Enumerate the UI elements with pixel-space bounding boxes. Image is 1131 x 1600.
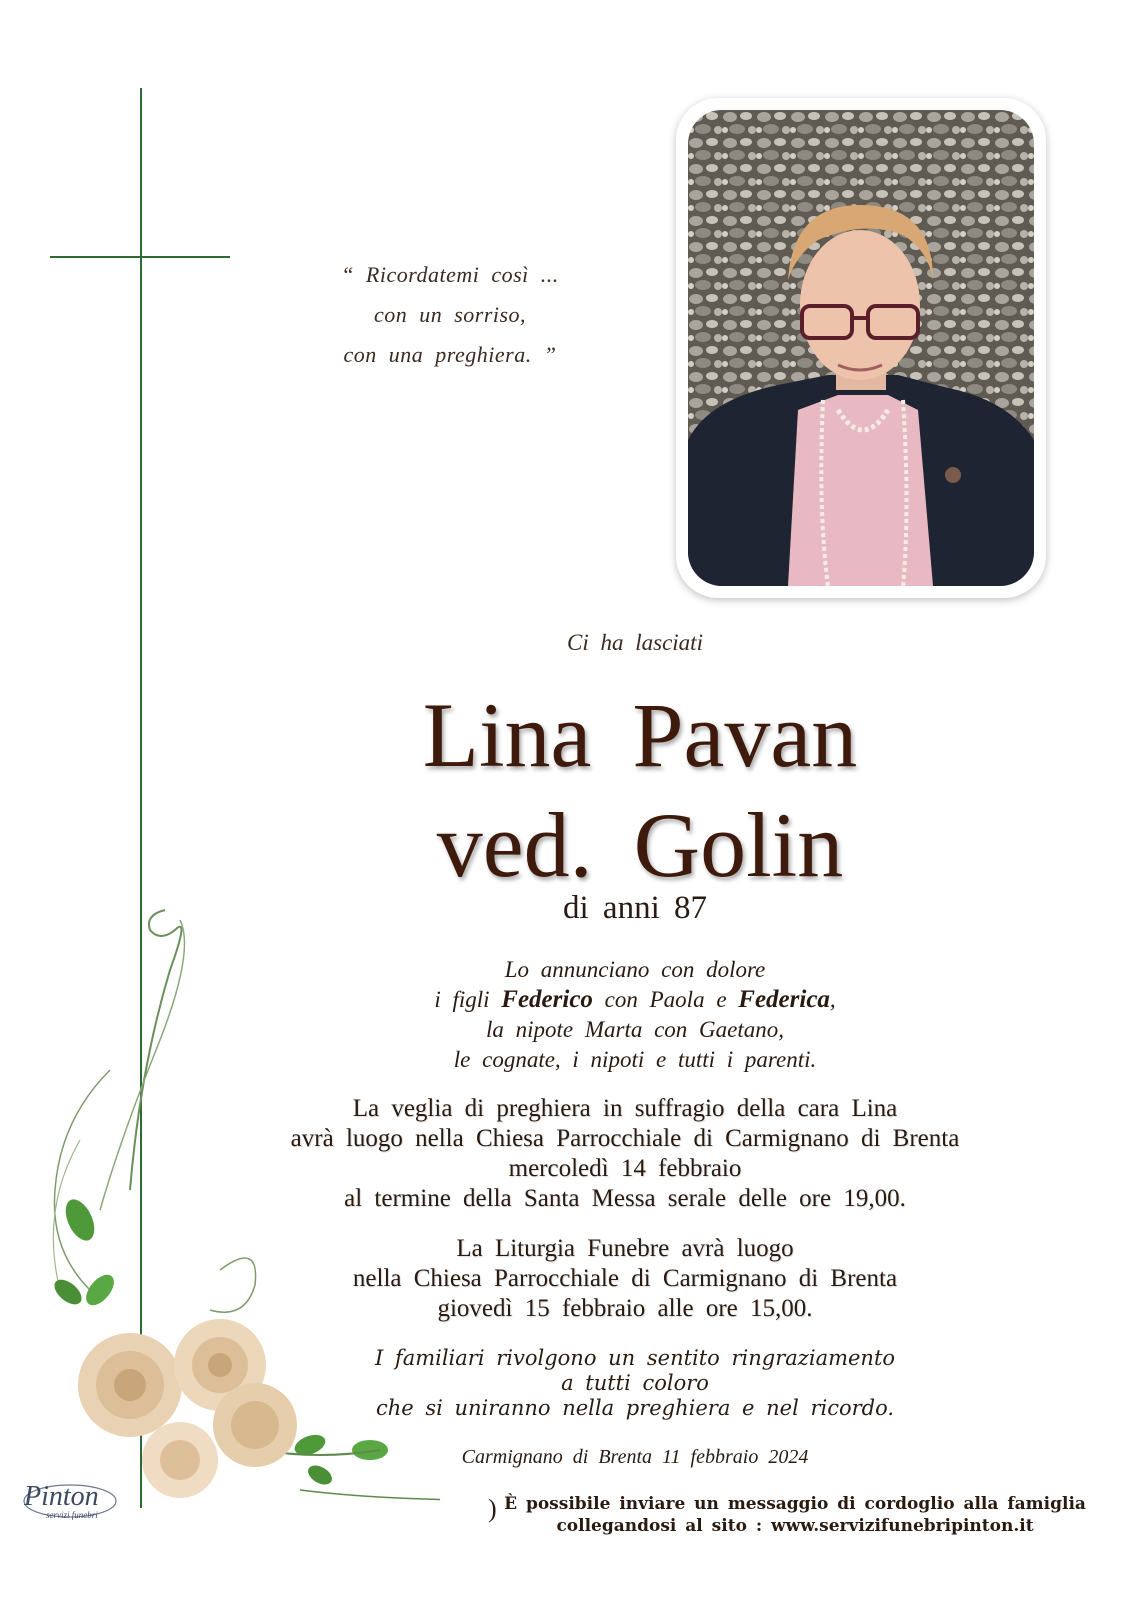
vigil-line: La veglia di preghiera in suffragio della cara Lina <box>352 1095 898 1122</box>
logo-name: Pinton <box>24 1481 99 1512</box>
vigil-line: al termine della Santa Messa serale delle ore 19,00. <box>344 1185 906 1212</box>
child-name: Federica <box>738 986 830 1013</box>
funeral-line: nella Chiesa Parrocchiale di Carmignano di Brenta <box>352 1265 898 1292</box>
deceased-name: Lina Pavan <box>422 684 858 786</box>
vigil-line: avrà luogo nella Chiesa Parrocchiale di Carmignano di Brenta <box>290 1125 960 1152</box>
footer-notice <box>500 1493 1090 1537</box>
text-fragment: , <box>829 987 836 1012</box>
quote-line: con un sorriso, <box>373 302 527 327</box>
quote-line: “ Ricordatemi così ... <box>341 262 559 287</box>
text-fragment: con Paola e <box>592 987 739 1012</box>
rose-ornament <box>20 890 440 1530</box>
text-fragment: i figli <box>434 987 502 1012</box>
vigil-line: mercoledì 14 febbraio <box>508 1155 742 1182</box>
announcement-line: la nipote Marta con Gaetano, <box>485 1017 785 1042</box>
quote-line: con una preghiera. ” <box>343 342 557 367</box>
logo-subtitle: servizi funebri <box>46 1510 98 1520</box>
child-name: Federico <box>501 986 593 1013</box>
thanks-line: a tutti coloro <box>561 1371 709 1395</box>
footer-line[interactable]: collegandosi al sito : www.servizifunebripinton.it <box>556 1516 1034 1536</box>
age: di anni 87 <box>563 890 707 926</box>
intro-text: Ci ha lasciati <box>567 630 703 655</box>
quote <box>300 255 600 375</box>
portrait-frame <box>676 98 1046 598</box>
footer-line: È possibile inviare un messaggio di cordoglio alla famiglia <box>504 1494 1086 1514</box>
announcement-line: le cognate, i nipoti e tutti i parenti. <box>453 1047 817 1072</box>
cross-horizontal-bar <box>50 256 230 258</box>
announcement-line: Lo annunciano con dolore <box>504 957 766 982</box>
thanks-line: che si uniranno nella preghiera e nel ricordo. <box>375 1396 895 1420</box>
funeral-line: La Liturgia Funebre avrà luogo <box>456 1235 794 1262</box>
bracket-ornament: ) <box>488 1494 497 1523</box>
thanks-line: I familiari rivolgono un sentito ringraziamento <box>374 1346 896 1370</box>
funeral-line: giovedì 15 febbraio alle ore 15,00. <box>437 1295 813 1322</box>
portrait-photo <box>688 110 1034 586</box>
place-date: Carmignano di Brenta 11 febbraio 2024 <box>461 1446 809 1468</box>
deceased-married-name: ved. Golin <box>436 794 844 896</box>
funeral-home-logo <box>20 1473 120 1525</box>
